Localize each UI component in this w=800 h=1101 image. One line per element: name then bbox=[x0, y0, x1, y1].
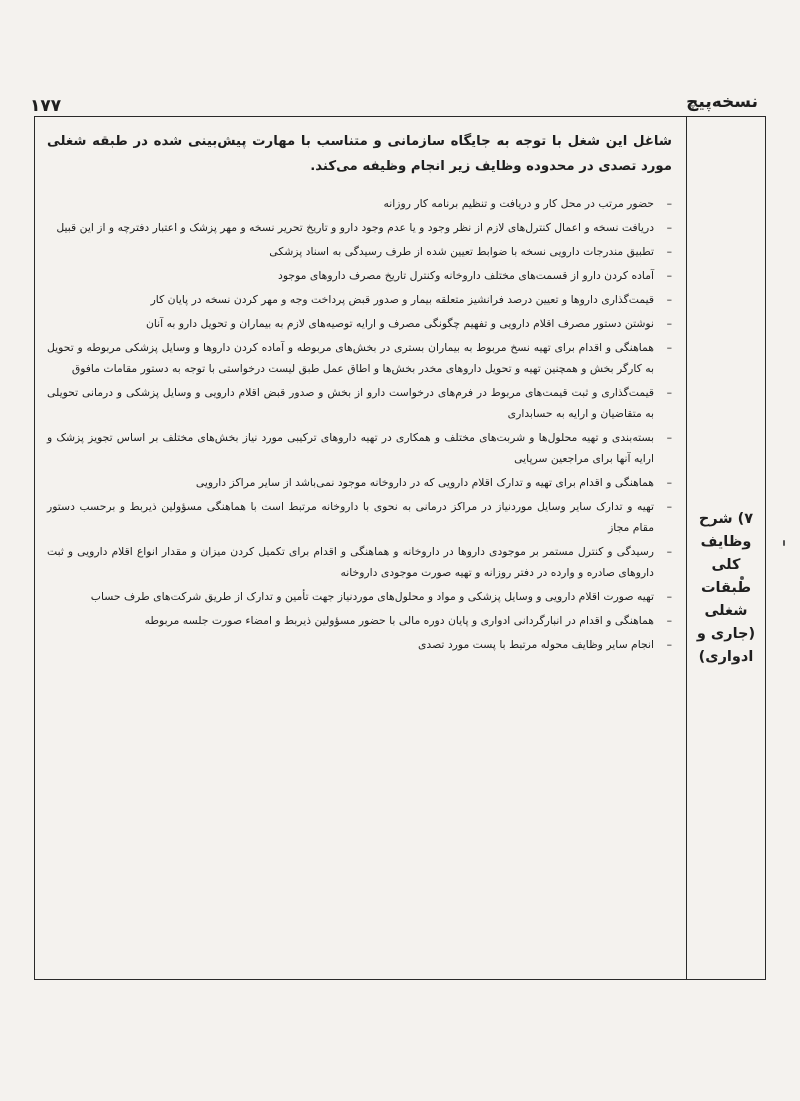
duty-item: – آماده کردن دارو از قسمت‌های مختلف داروخانه وکنترل تاریخ مصرف داروهای موجود bbox=[47, 265, 672, 286]
duty-item: – انجام سایر وظایف محوله مرتبط با پست مورد تصدی bbox=[47, 634, 672, 655]
scan-mark bbox=[740, 576, 744, 580]
section-label-line: وظایف bbox=[700, 533, 752, 550]
duty-item: – تطبیق مندرجات دارویی نسخه با ضوابط تعیین شده از طرف رسیدگی به اسناد پزشکی bbox=[47, 241, 672, 262]
page-number: ۱۷۷ bbox=[30, 96, 62, 116]
duty-item: – هماهنگی و اقدام در انبارگردانی ادواری و پایان دوره مالی با حضور مسؤولین ذیربط و امضاء صورت جلسه مربوطه bbox=[47, 610, 672, 631]
section-label-cell bbox=[686, 117, 765, 979]
intro-paragraph: شاغل این شغل با توجه به جایگاه سازمانی و متناسب با مهارت پیش‌بینی شده در طبقه شغلی مورد تصدی در محدوده وظایف زیر انجام وظیفه می‌کند. bbox=[47, 134, 672, 174]
duty-item: – بسته‌بندی و تهیه محلول‌ها و شربت‌های مختلف و همکاری در تهیه داروهای ترکیبی مورد نیاز بخش‌های مختلف بر اساس تجویز پزشک و ارایه آنها برای مراجعین سرپایی bbox=[47, 427, 672, 469]
duties-list bbox=[47, 193, 672, 655]
duty-item: – نوشتن دستور مصرف اقلام دارویی و تفهیم چگونگی مصرف و ارایه توصیه‌های لازم به بیماران و تحویل دارو به آنان bbox=[47, 313, 672, 334]
section-label-line: کلی bbox=[711, 556, 741, 573]
duties-content-cell bbox=[35, 117, 686, 979]
scan-mark bbox=[783, 540, 785, 546]
duty-item: – رسیدگی و کنترل مستمر بر موجودی داروها در داروخانه و هماهنگی و اقدام برای تکمیل کردن میزان و مقدار انواع اقلام دارویی و ثبت داروهای صادره و وارده در دفتر روزانه و تهیه صورت موجودی داروخانه bbox=[47, 541, 672, 583]
duty-item: – هماهنگی و اقدام برای تهیه نسخ مربوط به بیماران بستری در بخش‌های مربوطه و آماده کردن داروها و وسایل پزشکی مربوطه و تحویل به کارگر بخش و همچنین تهیه و تحویل داروهای مخدر بخش‌ها و اطاق عمل طبق لیست درخواستی با توجه به دستور مقامات مافوق bbox=[47, 337, 672, 379]
duty-item: – دریافت نسخه و اعمال کنترل‌های لازم از نظر وجود و یا عدم وجود دارو و تاریخ تحریر نسخه و مهر پزشک و اعتبار دفترچه و از این قبیل bbox=[47, 217, 672, 238]
duty-item: – هماهنگی و اقدام برای تهیه و تدارک اقلام دارویی که در داروخانه موجود نمی‌باشد از سایر مراکز دارویی bbox=[47, 472, 672, 493]
section-label-line: ادواری) bbox=[698, 648, 754, 665]
duty-item: – تهیه صورت اقلام دارویی و وسایل پزشکی و مواد و محلول‌های موردنیاز جهت تأمین و تدارک از طریق شرکت‌های طرف حساب bbox=[47, 586, 672, 607]
section-label-line: شغلی bbox=[704, 602, 748, 619]
duty-item: – قیمت‌گذاری و ثبت قیمت‌های مربوط در فرم‌های درخواست دارو از بخش و صدور قبض اقلام دارویی و وسایل پزشکی و درمانی تحویلی به متقاضیان و ارایه به حسابداری bbox=[47, 382, 672, 424]
section-label-line: (جاری و bbox=[696, 625, 756, 642]
duty-item: – تهیه و تدارک سایر وسایل موردنیاز در مراکز درمانی به نحوی با داروخانه مرتبط است با هماهنگی مسؤولین ذیربط و برحسب دستور مقام مجاز bbox=[47, 496, 672, 538]
header-label: نسخه‌پیچ bbox=[686, 92, 758, 112]
section-label-line: ۷) شرح bbox=[698, 510, 754, 527]
section-label bbox=[697, 508, 755, 669]
section-label-line: طبقات bbox=[700, 579, 751, 596]
duty-item: – حضور مرتب در محل کار و دریافت و تنظیم برنامه کار روزانه bbox=[47, 193, 672, 214]
duties-table bbox=[34, 116, 766, 980]
duty-item: – قیمت‌گذاری داروها و تعیین درصد فرانشیز متعلقه بیمار و صدور قبض پرداخت وجه و مهر کردن نسخه در پایان کار bbox=[47, 289, 672, 310]
